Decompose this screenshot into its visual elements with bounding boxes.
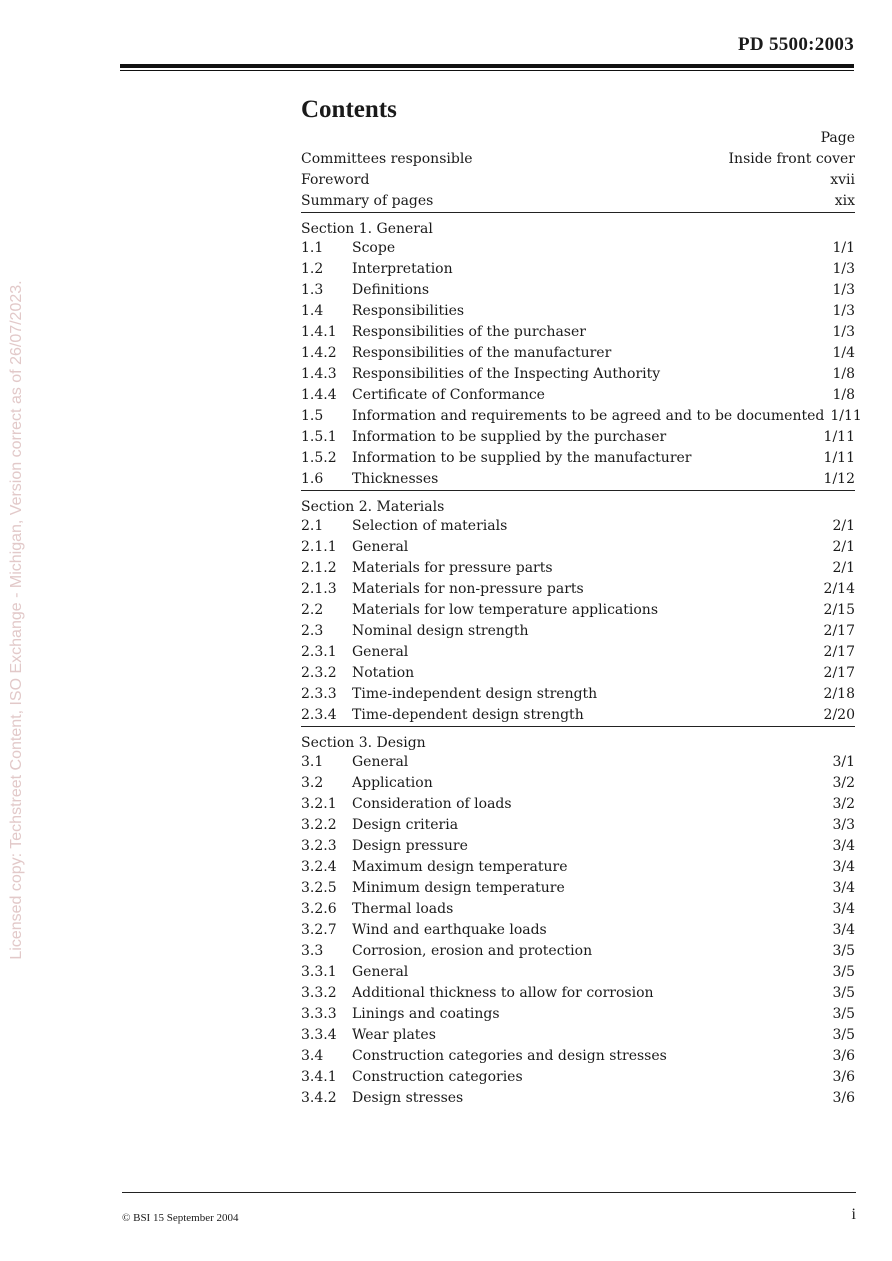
toc-entry-title: General bbox=[352, 539, 409, 555]
toc-entry-title: Design criteria bbox=[352, 817, 459, 833]
copyright-notice: © BSI 15 September 2004 bbox=[122, 1212, 239, 1224]
toc-entry-number: 2.3.3 bbox=[301, 686, 337, 702]
toc-entry-title: Wear plates bbox=[352, 1027, 436, 1043]
toc-entry-page: 1/3 bbox=[832, 261, 855, 277]
toc-entry-number: 2.3.2 bbox=[301, 665, 337, 681]
toc-entry[interactable] bbox=[301, 1067, 855, 1088]
page-column-label: Page bbox=[820, 130, 855, 146]
toc-entry-title: Design stresses bbox=[352, 1090, 464, 1106]
toc-entry[interactable] bbox=[301, 857, 855, 878]
toc-entry-page: 3/2 bbox=[832, 796, 855, 812]
toc-entry[interactable] bbox=[301, 448, 855, 469]
toc-entry-number: 1.5.2 bbox=[301, 450, 337, 466]
toc-entry-page: 1/1 bbox=[832, 240, 855, 256]
toc-entry-title: Information and requirements to be agreed and to be documented bbox=[352, 408, 825, 424]
toc-entry[interactable] bbox=[301, 1088, 855, 1109]
toc-entry-number: 3.2.3 bbox=[301, 838, 337, 854]
toc-entry-page: 1/3 bbox=[832, 282, 855, 298]
toc-entry-page: 1/12 bbox=[823, 471, 855, 487]
toc-entry-number: 2.1.1 bbox=[301, 539, 337, 555]
toc-entry[interactable] bbox=[301, 836, 855, 857]
toc-entry-number: 3.3.2 bbox=[301, 985, 337, 1001]
toc-entry-page: 1/11 bbox=[823, 450, 855, 466]
toc-entry-page: 2/1 bbox=[832, 518, 855, 534]
toc-entry-title: Selection of materials bbox=[352, 518, 508, 534]
toc-entry[interactable] bbox=[301, 191, 855, 213]
toc-entry-number: 1.3 bbox=[301, 282, 324, 298]
toc-entry-title: Construction categories and design stresses bbox=[352, 1048, 667, 1064]
sections-list bbox=[301, 217, 862, 1109]
toc-entry-page: Inside front cover bbox=[728, 151, 855, 167]
toc-entry-title: Certificate of Conformance bbox=[352, 387, 545, 403]
toc-entry-title: Wind and earthquake loads bbox=[352, 922, 547, 938]
toc-entry-page: 3/4 bbox=[832, 922, 855, 938]
toc-entry[interactable] bbox=[301, 941, 855, 962]
toc-entry-page: xix bbox=[834, 193, 855, 209]
toc-entry-title: Foreword bbox=[301, 172, 370, 188]
toc-entry-number: 2.1.2 bbox=[301, 560, 337, 576]
toc-entry-title: Application bbox=[352, 775, 433, 791]
toc-entry-title: Corrosion, erosion and protection bbox=[352, 943, 593, 959]
toc-entry[interactable] bbox=[301, 469, 855, 491]
toc-entry-page: 3/5 bbox=[832, 1027, 855, 1043]
toc-entry-number: 3.4.1 bbox=[301, 1069, 337, 1085]
toc-entry-number: 3.2 bbox=[301, 775, 324, 791]
document-id: PD 5500:2003 bbox=[737, 34, 854, 55]
toc-entry-title: Committees responsible bbox=[301, 151, 473, 167]
toc-entry-page: 2/1 bbox=[832, 539, 855, 555]
toc-entry-number: 3.3.4 bbox=[301, 1027, 337, 1043]
toc-entry-number: 1.4.2 bbox=[301, 345, 337, 361]
toc-entry-title: Materials for low temperature applications bbox=[352, 602, 659, 618]
toc-entry-page: 1/11 bbox=[823, 429, 855, 445]
toc-entry-title: Construction categories bbox=[352, 1069, 523, 1085]
toc-entry[interactable] bbox=[301, 579, 855, 600]
toc-entry[interactable] bbox=[301, 301, 855, 322]
toc-entry-title: Information to be supplied by the manufacturer bbox=[352, 450, 692, 466]
toc-entry-number: 1.4 bbox=[301, 303, 324, 319]
toc-entry-number: 1.4.1 bbox=[301, 324, 337, 340]
toc-entry-page: 2/18 bbox=[823, 686, 855, 702]
toc-entry-number: 3.3 bbox=[301, 943, 324, 959]
footer-rule bbox=[122, 1192, 856, 1193]
toc-entry-number: 2.2 bbox=[301, 602, 324, 618]
toc-entry-title: Linings and coatings bbox=[352, 1006, 500, 1022]
toc-entry-number: 3.3.3 bbox=[301, 1006, 337, 1022]
toc-entry-number: 1.4.3 bbox=[301, 366, 337, 382]
toc-entry[interactable] bbox=[301, 558, 855, 579]
section-heading[interactable]: Section 1. General bbox=[301, 221, 433, 237]
header-rule-thin bbox=[120, 70, 854, 71]
toc-entry[interactable] bbox=[301, 427, 855, 448]
front-matter-list bbox=[301, 149, 855, 213]
toc-entry-number: 2.3.4 bbox=[301, 707, 337, 723]
toc-entry-number: 2.3 bbox=[301, 623, 324, 639]
toc-entry[interactable] bbox=[301, 684, 855, 705]
toc-entry-number: 1.4.4 bbox=[301, 387, 337, 403]
toc-entry-title: Information to be supplied by the purchaser bbox=[352, 429, 667, 445]
toc-entry-page: 3/6 bbox=[832, 1069, 855, 1085]
header-rule-thick bbox=[120, 64, 854, 68]
toc-entry-number: 1.1 bbox=[301, 240, 324, 256]
toc-entry-number: 1.5 bbox=[301, 408, 324, 424]
toc-entry-title: Interpretation bbox=[352, 261, 453, 277]
toc-section bbox=[301, 731, 855, 1109]
toc-entry-page: 1/3 bbox=[832, 303, 855, 319]
toc-entry-number: 1.2 bbox=[301, 261, 324, 277]
toc-section bbox=[301, 495, 855, 727]
toc-entry-title: Responsibilities of the purchaser bbox=[352, 324, 586, 340]
toc-entry[interactable] bbox=[301, 920, 855, 941]
toc-entry[interactable] bbox=[301, 149, 855, 170]
toc-entry-title: Materials for non-pressure parts bbox=[352, 581, 584, 597]
toc-entry-title: General bbox=[352, 754, 409, 770]
toc-entry-page: 3/5 bbox=[832, 943, 855, 959]
toc-entry[interactable] bbox=[301, 406, 862, 427]
toc-entry-page: 1/11 bbox=[830, 408, 862, 424]
toc-entry[interactable] bbox=[301, 642, 855, 663]
toc-entry-title: Thermal loads bbox=[352, 901, 454, 917]
toc-entry[interactable] bbox=[301, 983, 855, 1004]
toc-entry-page: 2/15 bbox=[823, 602, 855, 618]
toc-entry-page: 3/4 bbox=[832, 859, 855, 875]
toc-entry-title: Responsibilities of the Inspecting Authority bbox=[352, 366, 661, 382]
toc-entry[interactable] bbox=[301, 773, 855, 794]
toc-entry-title: Responsibilities bbox=[352, 303, 465, 319]
toc-entry-number: 3.2.1 bbox=[301, 796, 337, 812]
toc-entry-page: 1/8 bbox=[832, 387, 855, 403]
toc-entry-title: Time-independent design strength bbox=[352, 686, 598, 702]
toc-entry-page: 1/8 bbox=[832, 366, 855, 382]
toc-entry-number: 3.4 bbox=[301, 1048, 324, 1064]
toc-entry-title: Nominal design strength bbox=[352, 623, 529, 639]
page-title: Contents bbox=[301, 96, 397, 123]
toc-entry[interactable] bbox=[301, 794, 855, 815]
table-of-contents bbox=[301, 96, 862, 1109]
toc-entry-title: Scope bbox=[352, 240, 396, 256]
toc-entry-number: 3.2.5 bbox=[301, 880, 337, 896]
toc-entry-title: Consideration of loads bbox=[352, 796, 512, 812]
toc-entry-page: 2/1 bbox=[832, 560, 855, 576]
toc-entry-number: 3.1 bbox=[301, 754, 324, 770]
toc-entry-title: General bbox=[352, 964, 409, 980]
toc-entry-title: Maximum design temperature bbox=[352, 859, 568, 875]
toc-entry[interactable] bbox=[301, 600, 855, 621]
toc-entry-page: 2/20 bbox=[823, 707, 855, 723]
toc-entry-page: 1/4 bbox=[832, 345, 855, 361]
toc-entry-page: 2/17 bbox=[823, 665, 855, 681]
toc-entry-number: 3.3.1 bbox=[301, 964, 337, 980]
toc-entry-number: 2.1 bbox=[301, 518, 324, 534]
toc-entry[interactable] bbox=[301, 705, 855, 727]
toc-entry-number: 3.2.4 bbox=[301, 859, 337, 875]
toc-entry-title: Minimum design temperature bbox=[352, 880, 565, 896]
toc-entry-page: 1/3 bbox=[832, 324, 855, 340]
toc-entry-page: 3/5 bbox=[832, 964, 855, 980]
toc-entry-page: 3/4 bbox=[832, 880, 855, 896]
toc-entry-number: 1.6 bbox=[301, 471, 324, 487]
toc-entry-page: 3/6 bbox=[832, 1090, 855, 1106]
toc-entry-page: xvii bbox=[830, 172, 855, 188]
toc-entry[interactable] bbox=[301, 259, 855, 280]
toc-entry[interactable] bbox=[301, 170, 855, 191]
toc-entry[interactable] bbox=[301, 815, 855, 836]
section-heading[interactable]: Section 3. Design bbox=[301, 735, 426, 751]
toc-entry[interactable] bbox=[301, 962, 855, 983]
toc-entry[interactable] bbox=[301, 1046, 855, 1067]
toc-entry-title: Definitions bbox=[352, 282, 430, 298]
toc-entry-title: Materials for pressure parts bbox=[352, 560, 553, 576]
toc-entry[interactable] bbox=[301, 516, 855, 537]
toc-entry[interactable] bbox=[301, 238, 855, 259]
toc-entry[interactable] bbox=[301, 537, 855, 558]
toc-entry-title: General bbox=[352, 644, 409, 660]
toc-entry-title: Summary of pages bbox=[301, 193, 434, 209]
toc-entry-page: 3/3 bbox=[832, 817, 855, 833]
page-number: i bbox=[851, 1206, 856, 1223]
toc-entry-page: 3/4 bbox=[832, 838, 855, 854]
toc-entry[interactable] bbox=[301, 364, 855, 385]
toc-entry[interactable] bbox=[301, 899, 855, 920]
toc-entry[interactable] bbox=[301, 1004, 855, 1025]
toc-entry-number: 2.3.1 bbox=[301, 644, 337, 660]
toc-entry-page: 3/6 bbox=[832, 1048, 855, 1064]
toc-entry-number: 3.2.2 bbox=[301, 817, 337, 833]
toc-entry-page: 3/2 bbox=[832, 775, 855, 791]
toc-entry-number: 3.2.7 bbox=[301, 922, 337, 938]
toc-entry[interactable] bbox=[301, 343, 855, 364]
toc-entry[interactable] bbox=[301, 280, 855, 301]
toc-entry-page: 2/14 bbox=[823, 581, 855, 597]
toc-entry-page: 2/17 bbox=[823, 644, 855, 660]
toc-entry-page: 3/4 bbox=[832, 901, 855, 917]
license-watermark: Licensed copy: Techstreet Content, ISO Exchange - Michigan, Version correct as of 26/07/2023. bbox=[8, 280, 25, 960]
section-heading[interactable]: Section 2. Materials bbox=[301, 499, 445, 515]
toc-entry[interactable] bbox=[301, 322, 855, 343]
toc-entry-page: 3/1 bbox=[832, 754, 855, 770]
toc-entry-page: 2/17 bbox=[823, 623, 855, 639]
toc-entry[interactable] bbox=[301, 878, 855, 899]
toc-entry[interactable] bbox=[301, 1025, 855, 1046]
toc-entry[interactable] bbox=[301, 621, 855, 642]
toc-entry-number: 2.1.3 bbox=[301, 581, 337, 597]
toc-entry-number: 3.4.2 bbox=[301, 1090, 337, 1106]
toc-entry-title: Time-dependent design strength bbox=[352, 707, 584, 723]
toc-entry-title: Additional thickness to allow for corrosion bbox=[352, 985, 654, 1001]
toc-entry[interactable] bbox=[301, 663, 855, 684]
toc-entry-title: Thicknesses bbox=[352, 471, 439, 487]
toc-entry[interactable] bbox=[301, 752, 855, 773]
toc-entry-title: Responsibilities of the manufacturer bbox=[352, 345, 612, 361]
toc-entry-number: 1.5.1 bbox=[301, 429, 337, 445]
toc-section bbox=[301, 217, 862, 491]
toc-entry[interactable] bbox=[301, 385, 855, 406]
toc-entry-title: Design pressure bbox=[352, 838, 468, 854]
toc-entry-title: Notation bbox=[352, 665, 415, 681]
toc-entry-number: 3.2.6 bbox=[301, 901, 337, 917]
toc-entry-page: 3/5 bbox=[832, 1006, 855, 1022]
toc-entry-page: 3/5 bbox=[832, 985, 855, 1001]
